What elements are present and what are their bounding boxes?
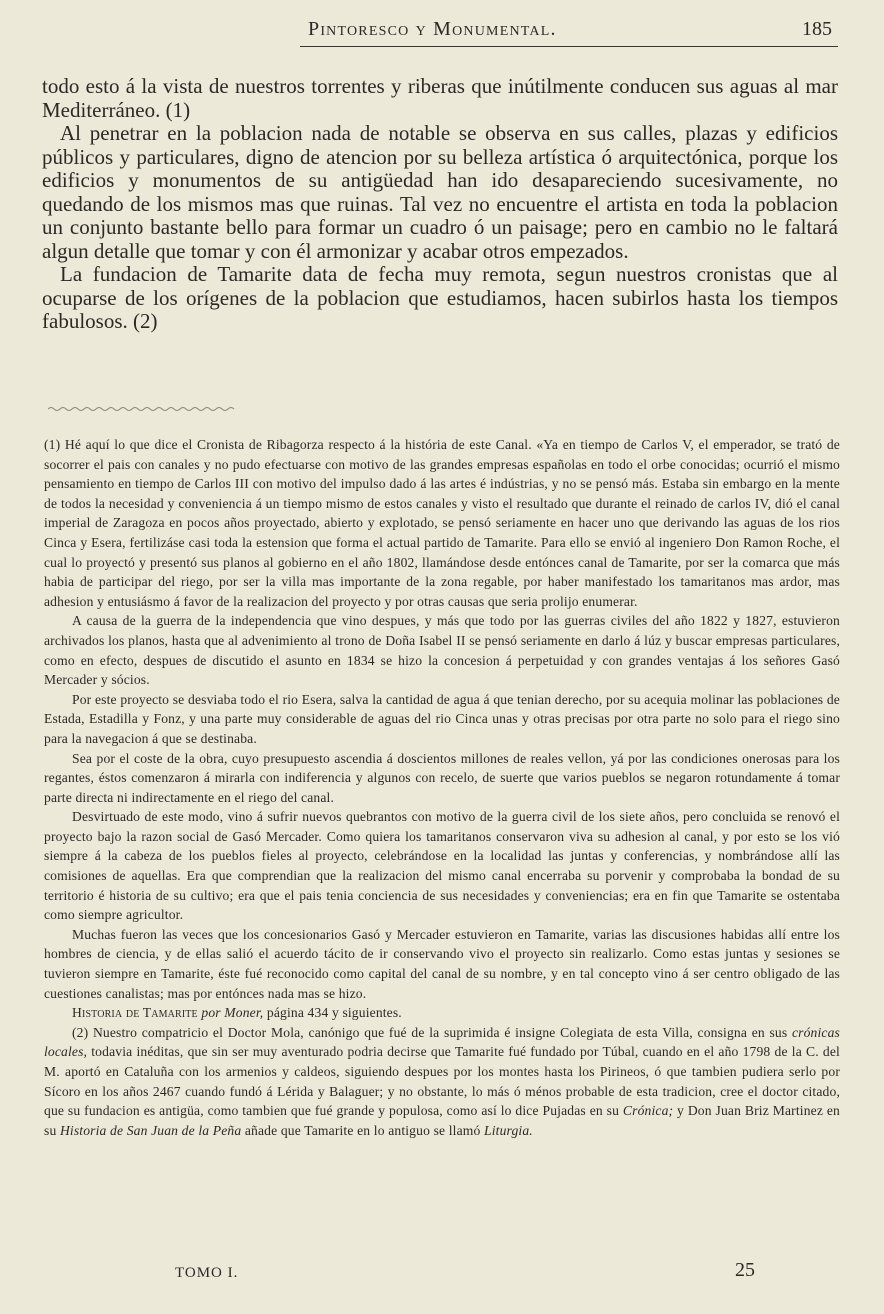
footnote-text: añade que Tamarite en lo antiguo se llamó [244,1122,481,1138]
volume-label: TOMO I. [175,1265,239,1281]
running-header [300,18,838,48]
footnote-separator [48,404,236,414]
main-text [42,75,838,334]
citation-author: por Moner, [201,1005,264,1021]
page-number: 185 [802,18,832,40]
signature-mark: 25 [735,1259,755,1281]
footnote-2 [44,1023,840,1141]
footnotes [44,435,840,1140]
italic-word: Liturgia. [484,1122,533,1138]
paragraph: La fundacion de Tamarite data de fecha muy remota, segun nuestros cronistas que al ocuparse de los orígenes de la poblacion que estudiamos, hacen subirlos hasta los tiempos fabulosos. (2) [42,262,838,333]
footnote-paragraph: Desvirtuado de este modo, vino á sufrir nuevos quebrantos con motivo de la guerra civil de los siete años, pero concluida se renovó el proyecto bajo la razon social de Gasó Mercader. Como quiera los tamaritanos conservaron viva su adhesion al canal, y por esto se los vió siempre á la cabeza de los pueblos fieles al proyecto, celebrándose en la localidad las juntas y conferencias, y nombrándose allí las comisiones de aquellas. Era que comprendian que la realizacion del mismo canal encerraba su porvenir y comprobaba la bondad de su territorio é historia de su cultivo; era que el pais tenia conciencia de sus necesidades y conveniencias; era en fin que Tamarite se ostentaba como siempre agricultor. [44,809,840,923]
italic-title: Crónica; [622,1103,674,1119]
footnote-paragraph: Muchas fueron las veces que los concesionarios Gasó y Mercader estuvieron en Tamarite, varias las discusiones habidas allí entre los hombres de ciencia, y de ellas salió el acuerdo tácito de ir conservando vivo el proyecto sin realizarlo. Como estas juntas y sesiones se tuvieron siempre en Tamarite, éste fué reconocido como capital del canal de su nombre, y en tal concepto vino á ser centro obligado de las cuestiones canalistas; mas por entónces nada mas se hizo. [44,926,840,1001]
italic-title: crónicas locales, [44,1024,840,1060]
running-title: Pintoresco y Monumental. [308,18,557,40]
citation-title: Historia de Tamarite [72,1005,198,1021]
header-rule [300,46,838,47]
footnote-text: (2) Nuestro compatricio el Doctor Mola, canónigo que fué de la suprimida é insigne Colegiata de esta Villa, consigna en sus [72,1024,788,1040]
footnote-text: y Don Juan Briz Martinez en su [44,1103,840,1138]
footnote-paragraph: A causa de la guerra de la independencia que vino despues, y más que todo por las guerras civiles del año 1822 y 1827, estuvieron archivados los planos, hasta que al advenimiento al trono de Doña Isabel II se pensó seriamente en darlo á lúz y buscar empresas particulares, como en efecto, despues de discutido el asunto en 1834 se hizo la concesion á perpetuidad y con grandes ventajas á los señores Gasó Mercader y sócios. [44,613,840,688]
footnote-text: todavia inéditas, que sin ser muy aventurado podria decirse que Tamarite fué fundado por Túbal, cuando en el año 1798 de la C. del M. aportó en Cataluña con los armenios y caldeos, siguiendo despues por los montes hasta los Pirineos, ó que tambien pudiera serlo por Sícoro en los años 2467 cuando fundó á Lérida y Balaguer; y no obstante, lo más ó ménos probable de esta tradicion, cree el doctor citado, que su fundacion es antigüa, como tambien que fué grande y populosa, como así lo dice Pujadas en su [44,1044,840,1119]
italic-title: Historia de San Juan de la Peña [59,1122,242,1138]
paragraph: todo esto á la vista de nuestros torrentes y riberas que inútilmente conducen sus aguas al mar Mediterráneo. (1) [42,74,838,122]
paragraph: Al penetrar en la poblacion nada de notable se observa en sus calles, plazas y edificios públicos y particulares, digno de atencion por su belleza artística ó arquitectónica, porque los edificios y monumentos de su antigüedad han ido desapareciendo sucesivamente, no quedando de los mismos mas que ruinas. Tal vez no encuentre el artista en toda la poblacion un conjunto bastante bello para formar un cuadro ó un paisage; pero en cambio no le faltará algun detalle que tomar y con él armonizar y acabar otros empezados. [42,121,838,263]
citation-pages: página 434 y siguientes. [266,1005,402,1021]
footnote-paragraph: Por este proyecto se desviaba todo el rio Esera, salva la cantidad de agua á que tenian derecho, por su acequia molinar las poblaciones de Estada, Estadilla y Fonz, y una parte muy considerable de aguas del rio Cinca unas y otras precisas por otra parte no solo para el riego sino para la navegacion á que se destinaba. [44,691,840,746]
page-footer [175,1259,755,1289]
footnote-paragraph: Sea por el coste de la obra, cuyo presupuesto ascendia á doscientos millones de reales vellon, yá por las condiciones onerosas para los regantes, éstos comenzaron á mirarla con indiferencia y algunos con recelo, de suerte que varios pueblos se negaron rotundamente á tomar parte directa ni indirectamente en el riego del canal. [44,750,840,805]
footnote-citation [44,1003,840,1023]
footnote-1: (1) Hé aquí lo que dice el Cronista de Ribagorza respecto á la história de este Canal. «Ya en tiempo de Carlos V, el emperador, se trató de socorrer el pais con canales y no pudo efectuarse con motivo de las grandes empresas españolas en todo el orbe conocidas; ocurrió el mismo pensamiento en tiempo de Carlos III con motivo del impulso dado á las artes é indústrias, y no se pensó más. Estaba sin embargo en la mente de todos la necesidad y conveniencia á un tiempo mismo de estos canales y visto el resultado que durante el reinado de carlos IV, dió el canal imperial de Zaragoza en pocos años proyectado, abierto y explotado, se pensó seriamente en hacer uno que derivando las aguas de los rios Cinca y Esera, fertilizáse casi toda la estension que forma el actual partido de Tamarite. Para ello se envió al ingeniero Don Ramon Roche, el cual lo proyectó y presentó sus planos al gobierno en el año 1802, llamándose desde entónces canal de Tamarite, por ser la comarca que más habia de participar del riego, por ser la villa mas importante de la zona regable, por haber manifestado los tamaritanos mas ardor, mas adhesion y entusiásmo á favor de la realizacion del proyecto y por otras causas que seria prolijo enumerar. [44,437,840,609]
